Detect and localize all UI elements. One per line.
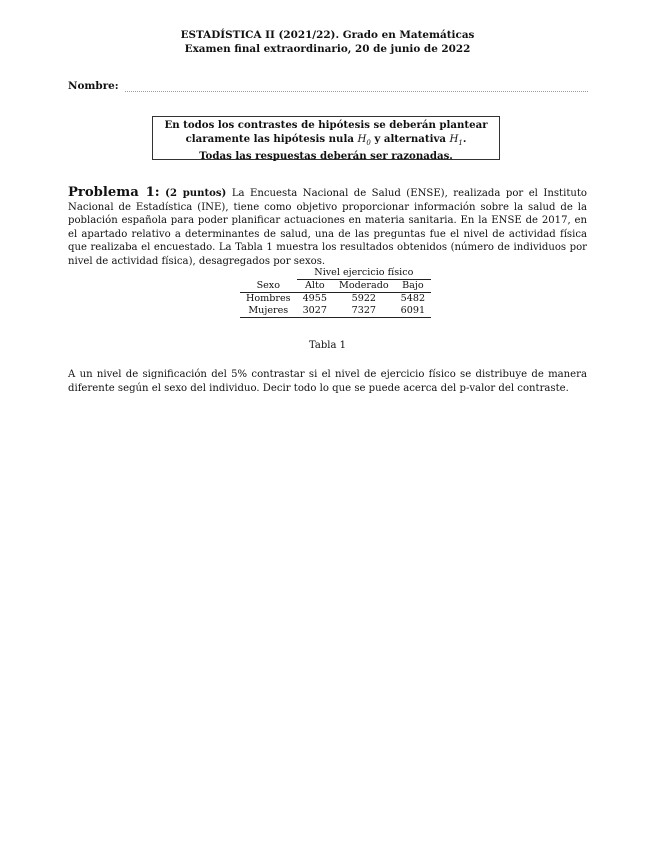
instructions-line-2: [153, 133, 499, 151]
table-caption: Tabla 1: [309, 340, 346, 351]
problem-statement: [68, 186, 587, 269]
table-column-header: Bajo: [395, 280, 431, 293]
table-cell: 5922: [351, 293, 377, 304]
data-table: [240, 267, 431, 318]
instructions-box: [152, 116, 500, 163]
table-cell: 5482: [400, 293, 426, 304]
exam-subtitle: Examen final extraordinario, 20 de junio de 2022: [184, 43, 471, 55]
table-row: [240, 293, 431, 306]
table-column-header: Alto: [297, 280, 333, 293]
name-label: Nombre:: [68, 80, 119, 92]
instructions-text: y alternativa: [370, 132, 450, 145]
table-group-header: Nivel ejercicio físico: [297, 267, 432, 280]
problem-title: Problema 1:: [68, 185, 160, 200]
alt-hypothesis-symbol: $H_1$: [449, 133, 463, 147]
table-cell: 6091: [395, 305, 431, 318]
null-hypothesis-symbol: $H_0$: [357, 133, 371, 147]
instructions-text: .: [462, 132, 467, 145]
table-cell: 3027: [297, 305, 333, 318]
name-blank-line: [125, 83, 588, 92]
table-row-header: Sexo: [240, 280, 297, 293]
table-cell: 4955: [302, 293, 327, 304]
problem-text: La Encuesta Nacional de Salud (ENSE), realizada por el Instituto Nacional de Estadística (INE), tiene como objetivo proporcionar información sobre la salud de la población española para poder planificar actuaciones en materia sanitaria. En la ENSE de 2017, en el apartado relativo a determinantes de salud, una de las preguntas fue el nivel de actividad física que realizaba el encuestado. La Tabla 1 muestra los resultados obtenidos (número de individuos por nivel de actividad física), desagregados por sexos.: [68, 188, 588, 267]
instructions-text: claramente las hipótesis nula: [185, 132, 358, 145]
name-field-row: [68, 80, 588, 92]
table-row-label: Hombres: [246, 293, 291, 304]
table-row: [240, 305, 431, 318]
table-cell: 7327: [333, 305, 395, 318]
table-column-header: Moderado: [333, 280, 395, 293]
exam-title: ESTADÍSTICA II (2021/22). Grado en Matemáticas: [180, 29, 475, 41]
instructions-line-3: Todas las respuestas deberán ser razonadas.: [199, 150, 453, 163]
table-corner: [240, 267, 297, 280]
problem-points: (2 puntos): [165, 188, 227, 199]
exam-header: [0, 28, 655, 56]
problem-question: A un nivel de significación del 5% contrastar si el nivel de ejercicio físico se distribuye de manera diferente según el sexo del individuo. Decir todo lo que se puede acerca del p-valor del contraste.: [68, 369, 587, 394]
instructions-line-1: En todos los contrastes de hipótesis se deberán plantear: [164, 119, 488, 131]
table-row-label: Mujeres: [240, 305, 297, 318]
